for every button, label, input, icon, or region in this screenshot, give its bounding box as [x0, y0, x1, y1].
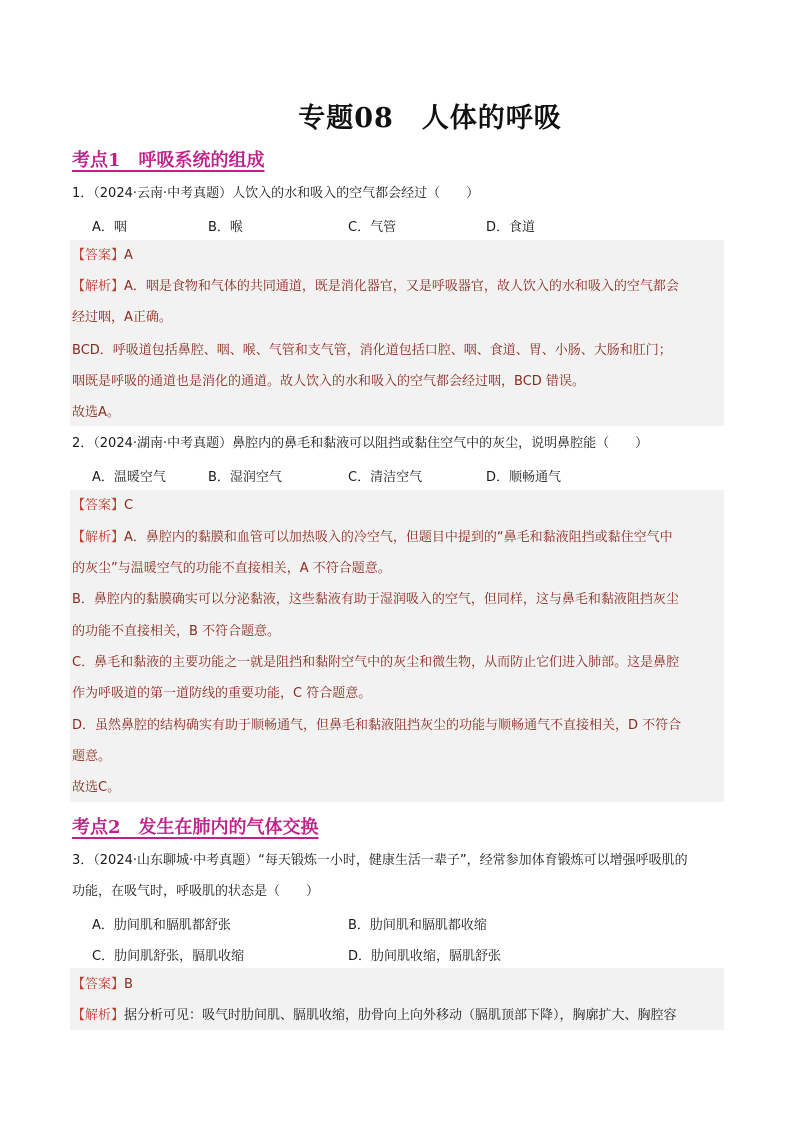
option-a: A．咽: [92, 220, 127, 235]
analysis-2-line-1: 【解析】A．鼻腔内的黏膜和血管可以加热吸入的冷空气，但题目中提到的“鼻毛和黏液阻挡或黏住空气中: [72, 530, 673, 545]
option-a: A．温暖空气: [92, 470, 166, 485]
option-d: D．顺畅通气: [486, 470, 562, 485]
analysis-2-line-3: B．鼻腔内的黏膜确实可以分泌黏液，这些黏液有助于湿润吸入的空气，但同样，这与鼻毛和黏液阻挡灰尘: [72, 592, 679, 607]
question-2-stem: 2．（2024·湖南·中考真题）鼻腔内的鼻毛和黏液可以阻挡或黏住空气中的灰尘，说明鼻腔能（ ）: [72, 436, 649, 451]
analysis-2-line-9: 故选C。: [72, 780, 121, 795]
option-c: C．肋间肌舒张，膈肌收缩: [92, 949, 245, 964]
section-heading-2: 考点2 发生在肺内的气体交换: [72, 817, 319, 838]
question-1-stem: 1．（2024·云南·中考真题）人饮入的水和吸入的空气都会经过（ ）: [72, 186, 480, 201]
option-d: D．肋间肌收缩，膈肌舒张: [348, 949, 502, 964]
analysis-1-line-3: BCD．呼吸道包括鼻腔、咽、喉、气管和支气管，消化道包括口腔、咽、食道、胃、小肠、大肠和肛门；: [72, 343, 672, 358]
analysis-2-line-7: D．虽然鼻腔的结构确实有助于顺畅通气，但鼻毛和黏液阻挡灰尘的功能与顺畅通气不直接相关，D 不符合: [72, 718, 682, 733]
page-title: 专题08 人体的呼吸: [298, 103, 562, 134]
option-c: C．气管: [348, 220, 397, 235]
question-3-stem-line-1: 3．（2024·山东聊城·中考真题）“每天锻炼一小时，健康生活一辈子”，经常参加体育锻炼可以增强呼吸肌的: [72, 853, 688, 868]
answer-3: 【答案】B: [72, 977, 133, 992]
analysis-2-line-2: 的灰尘”与温暖空气的功能不直接相关，A 不符合题意。: [72, 561, 391, 576]
analysis-2-line-6: 作为呼吸道的第一道防线的重要功能，C 符合题意。: [72, 686, 372, 701]
question-3-stem-line-2: 功能，在吸气时，呼吸肌的状态是（ ）: [72, 884, 320, 899]
option-b: B．肋间肌和膈肌都收缩: [348, 918, 487, 933]
analysis-2-line-5: C．鼻毛和黏液的主要功能之一就是阻挡和黏附空气中的灰尘和微生物，从而防止它们进入肺部。这是鼻腔: [72, 655, 680, 670]
option-c: C．清洁空气: [348, 470, 423, 485]
analysis-2-line-8: 题意。: [72, 749, 112, 764]
analysis-1-line-2: 经过咽，A正确。: [72, 310, 172, 325]
option-b: B．喉: [208, 220, 243, 235]
option-b: B．湿润空气: [208, 470, 282, 485]
section-heading-1: 考点1 呼吸系统的组成: [72, 150, 265, 171]
answer-2: 【答案】C: [72, 498, 134, 513]
analysis-1-line-1: 【解析】A．咽是食物和气体的共同通道，既是消化器官，又是呼吸器官，故人饮入的水和吸入的空气都会: [72, 279, 679, 294]
analysis-1-line-4: 咽既是呼吸的通道也是消化的通道。故人饮入的水和吸入的空气都会经过咽，BCD 错误。: [72, 374, 585, 389]
analysis-3-line-1: 【解析】据分析可见：吸气时肋间肌、膈肌收缩，肋骨向上向外移动（膈肌顶部下降），胸廓扩大、胸腔容: [72, 1008, 677, 1023]
answer-1: 【答案】A: [72, 248, 133, 263]
option-d: D．食道: [486, 220, 536, 235]
analysis-2-line-4: 的功能不直接相关，B 不符合题意。: [72, 624, 281, 639]
answer-box-1: [70, 240, 724, 426]
option-a: A．肋间肌和膈肌都舒张: [92, 918, 231, 933]
analysis-1-line-5: 故选A。: [72, 405, 120, 420]
